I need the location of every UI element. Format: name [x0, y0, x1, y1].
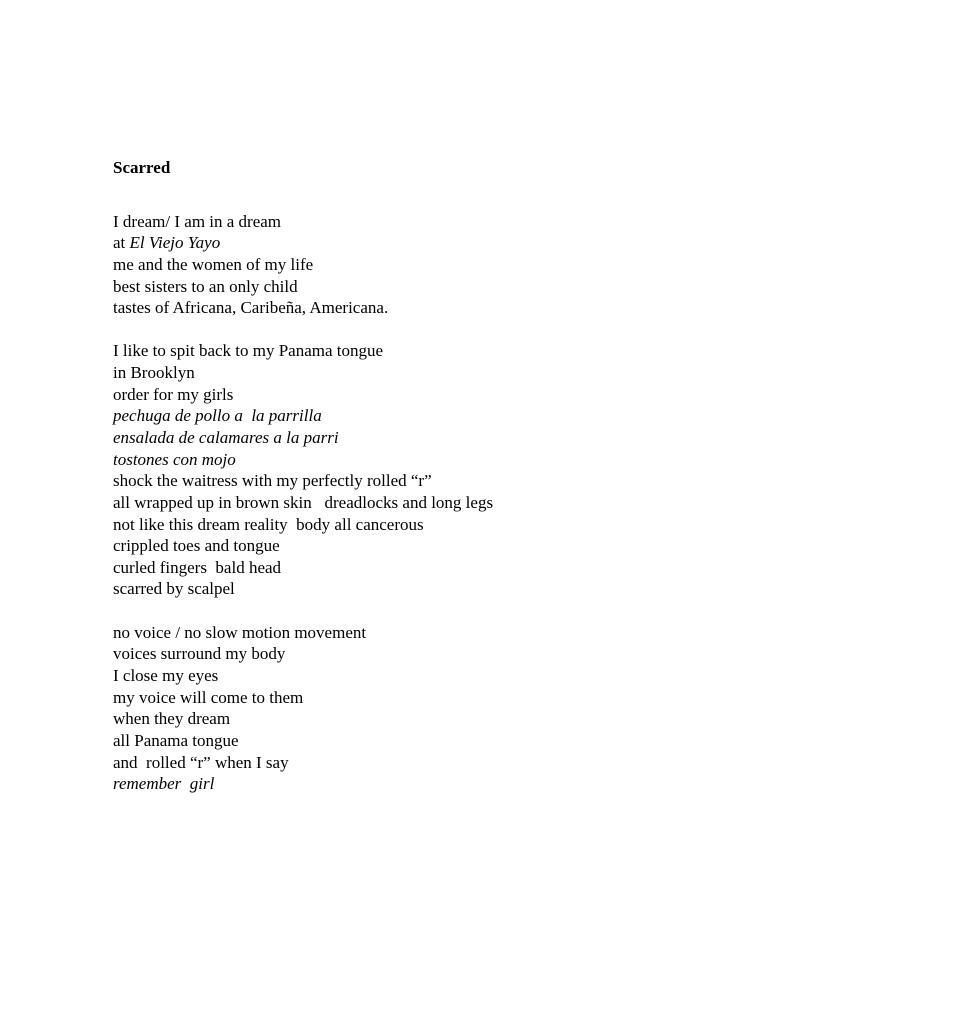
poem-line [113, 578, 913, 600]
poem-body [113, 211, 913, 795]
poem-line [113, 405, 913, 427]
line-text: all wrapped up in brown skin dreadlocks and long legs [113, 492, 494, 512]
line-text: order for my girls [113, 384, 234, 404]
line-text: I like to spit back to my Panama tongue [113, 341, 384, 361]
line-text: voices surround my body [113, 644, 286, 664]
poem-line [113, 622, 913, 644]
poem-line [113, 535, 913, 557]
italic-text: tostones con mojo [113, 449, 236, 469]
line-text: and rolled “r” when I say [113, 752, 289, 772]
line-text: I close my eyes [113, 666, 219, 686]
poem-line [113, 514, 913, 536]
poem-line [113, 297, 913, 319]
line-text: crippled toes and tongue [113, 536, 280, 556]
poem-line [113, 254, 913, 276]
italic-text: pechuga de pollo a la parrilla [113, 406, 322, 426]
line-text: at [113, 233, 130, 253]
poem-line [113, 773, 913, 795]
poem-line [113, 449, 913, 471]
poem-line [113, 752, 913, 774]
line-text: tastes of Africana, Caribeña, Americana. [113, 298, 389, 318]
line-text: not like this dream reality body all cancerous [113, 514, 424, 534]
line-text: best sisters to an only child [113, 276, 298, 296]
poem-line [113, 232, 913, 254]
poem-line [113, 665, 913, 687]
poem-line [113, 730, 913, 752]
poem-line [113, 557, 913, 579]
poem-line [113, 340, 913, 362]
line-text: no voice / no slow motion movement [113, 622, 367, 642]
stanza [113, 340, 913, 600]
line-text: my voice will come to them [113, 687, 304, 707]
line-text: all Panama tongue [113, 730, 239, 750]
italic-text: ensalada de calamares a la parri [113, 428, 339, 447]
line-text: I dream/ I am in a dream [113, 211, 282, 231]
poem-line [113, 470, 913, 492]
title-spacer [113, 179, 913, 211]
italic-text: remember girl [113, 774, 215, 794]
poem-line [113, 384, 913, 406]
poem-title: Scarred [113, 158, 171, 177]
line-text: shock the waitress with my perfectly rolled “r” [113, 471, 432, 491]
poem-line [113, 492, 913, 514]
poem-line [113, 362, 913, 384]
stanza [113, 211, 913, 319]
italic-text: El Viejo Yayo [129, 233, 221, 253]
line-text: scarred by scalpel [113, 579, 235, 599]
poem-line [113, 211, 913, 233]
line-text: me and the women of my life [113, 254, 314, 274]
poem-line [113, 708, 913, 730]
poem-line [113, 276, 913, 298]
stanza [113, 622, 913, 795]
poem-line [113, 643, 913, 665]
stanza-break [113, 319, 913, 341]
poem-line [113, 427, 913, 449]
line-text: in Brooklyn [113, 363, 195, 383]
poem [113, 157, 913, 795]
poem-line [113, 687, 913, 709]
line-text: curled fingers bald head [113, 557, 282, 577]
line-text: when they dream [113, 709, 231, 729]
stanza-break [113, 600, 913, 622]
